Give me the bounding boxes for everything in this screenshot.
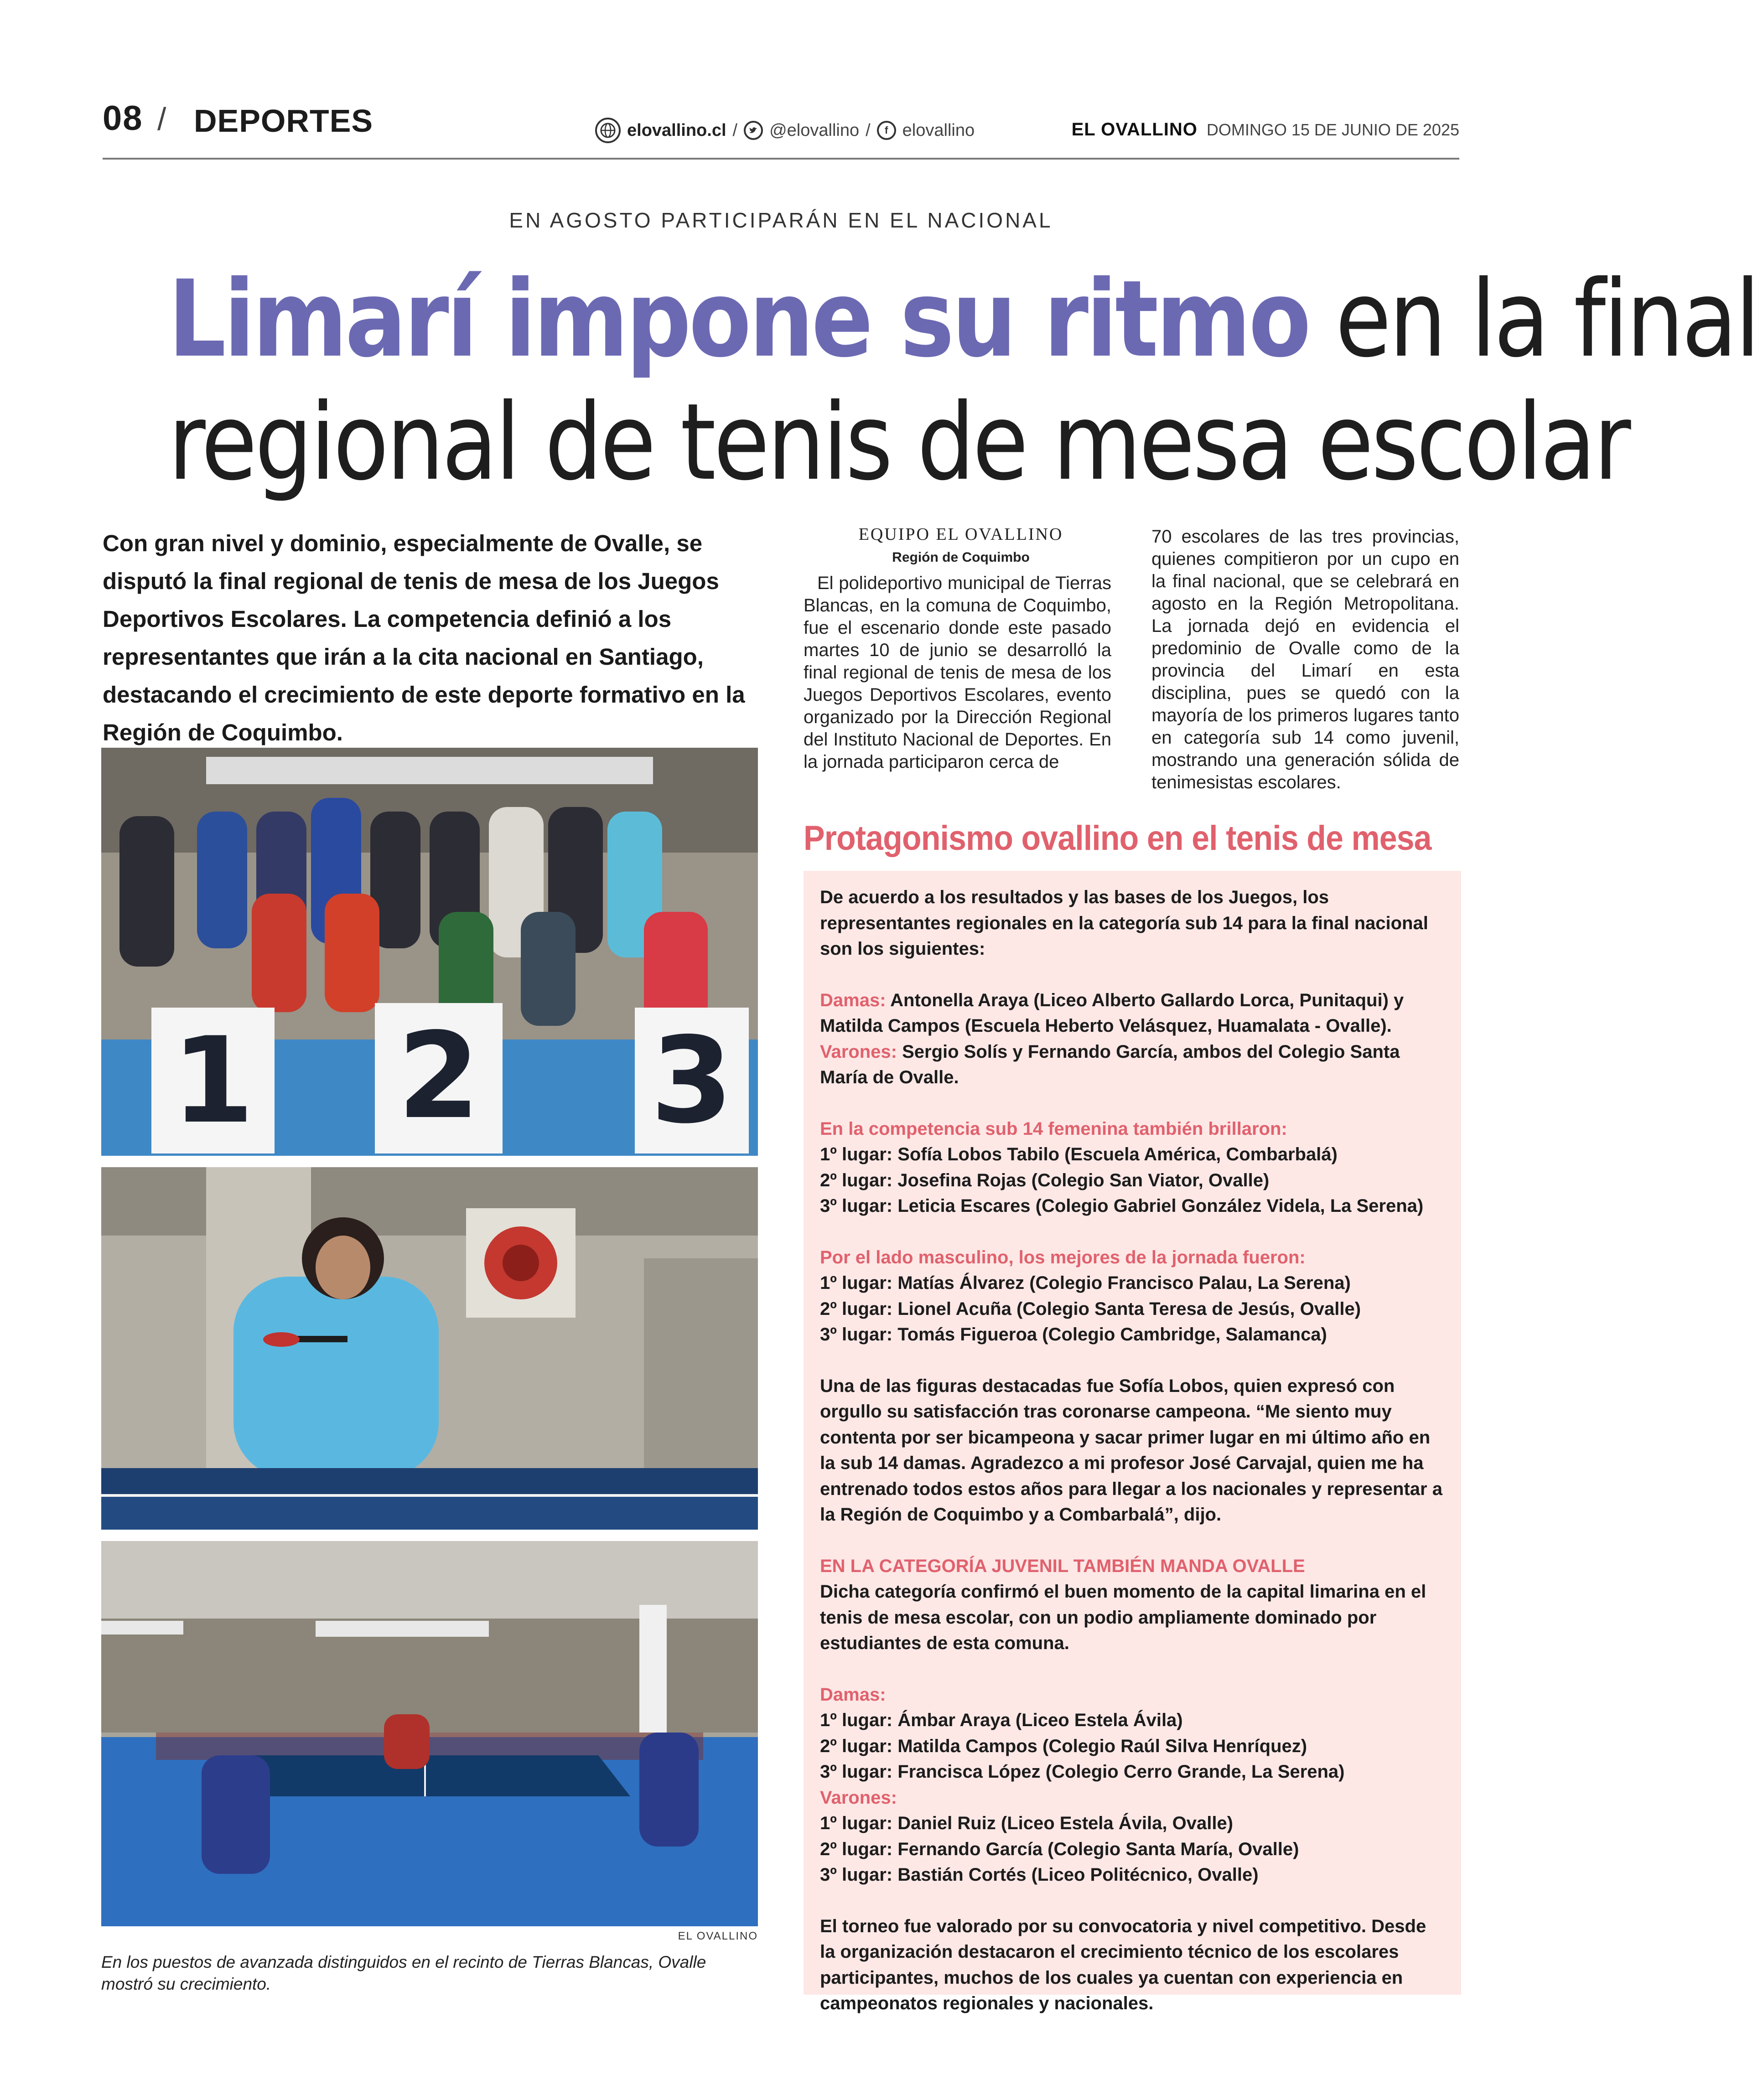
podium-number-3: 3 [650,1012,733,1150]
list-item: 2º lugar: Fernando García (Colegio Santa María, Ovalle) [820,1839,1299,1859]
issue-date: DOMINGO 15 DE JUNIO DE 2025 [1206,120,1459,139]
closing-paragraph: El torneo fue valorado por su convocatoria y nivel competitivo. Desde la organización destacaron el crecimiento técnico de los escolares participantes, muchos de los cuales ya cuentan con experiencia en campeonatos regionales y nacionales. [820,1916,1426,2013]
paper-info [1072,119,1459,140]
fem-heading: En la competencia sub 14 femenina también brillaron: [820,1118,1287,1139]
body-column-2: 70 escolares de las tres provincias, quienes compitieron por un cupo en la final nacional, que se celebrará en agosto en la Región Metropolitana. La jornada dejó en evidencia el predominio de Ovalle como de la provincia del Limarí en esta disciplina, pues se quedó con la mayoría de los primeros lugares tanto en categoría sub 14 como juvenil, mostrando una generación sólida de tenimesistas escolares. [1151,527,1459,792]
list-item: 2º lugar: Lionel Acuña (Colegio Santa Teresa de Jesús, Ovalle) [820,1298,1361,1319]
gym-matches-photo [101,1541,758,1926]
player-serving-photo [101,1167,758,1530]
juv-varones-label: Varones: [820,1787,897,1808]
headline [168,258,1758,504]
varones-label: Varones: [820,1041,897,1062]
list-item: 1º lugar: Ámbar Araya (Liceo Estela Ávila) [820,1710,1183,1730]
damas-line [820,988,1445,1039]
podium-photo [101,748,758,1156]
header-separator: / [157,101,166,137]
list-item: 3º lugar: Francisca López (Colegio Cerro Grande, La Serena) [820,1762,1345,1782]
newspaper-name: EL OVALLINO [1071,119,1198,140]
lead-paragraph: Con gran nivel y dominio, especialmente de Ovalle, se disputó la final regional de tenis de mesa de los Juegos Deportivos Escolares. La competencia definió a los representantes que irán a la cita nacional en Santiago, destacando el crecimiento de este deporte formativo en la Región de Coquimbo. [103,530,745,745]
juvenil-heading: EN LA CATEGORÍA JUVENIL TAMBIÉN MANDA OVALLE [820,1556,1305,1576]
podium-number-2: 1 [171,1012,254,1150]
photo-caption: En los puestos de avanzada distinguidos en el recinto de Tierras Blancas, Ovalle mostró su crecimiento. [101,1953,706,1993]
twitter-icon [744,121,763,140]
masc-heading: Por el lado masculino, los mejores de la jornada fueron: [820,1247,1306,1267]
list-item: 1º lugar: Matías Álvarez (Colegio Francisco Palau, La Serena) [820,1273,1351,1293]
list-item: 1º lugar: Daniel Ruiz (Liceo Estela Ávila, Ovalle) [820,1813,1233,1833]
page-number: 08 [103,99,143,138]
juvenil-text: Dicha categoría confirmó el buen momento de la capital limarina en el tenis de mesa escolar, con un podio ampliamente dominado por estudiantes de esta comuna. [820,1582,1426,1653]
headline-accent: Limarí impone su ritmo [168,258,1309,381]
list-item: 3º lugar: Tomás Figueroa (Colegio Cambridge, Salamanca) [820,1324,1327,1345]
results-box [804,871,1461,2013]
byline: EQUIPO EL OVALLINO [858,525,1063,544]
damas-label: Damas: [820,990,886,1010]
social-separator: / [732,120,738,140]
list-item: 1º lugar: Sofía Lobos Tabilo (Escuela América, Combarbalá) [820,1144,1338,1164]
juv-damas-label: Damas: [820,1684,886,1705]
box-intro: De acuerdo a los resultados y las bases de los Juegos, los representantes regionales en la categoría sub 14 para la final nacional son los siguientes: [820,887,1428,959]
list-item: 3º lugar: Bastián Cortés (Liceo Politécnico, Ovalle) [820,1865,1259,1885]
photo-credit: EL OVALLINO [678,1930,758,1942]
damas-text: Antonella Araya (Liceo Alberto Gallardo Lorca, Punitaqui) y Matilda Campos (Escuela Heberto Velásquez, Huamalata - Ovalle). [820,990,1404,1036]
globe-icon [595,118,621,143]
body-column-1: El polideportivo municipal de Tierras Blancas, en la comuna de Coquimbo, fue el escenario donde este pasado martes 10 de junio se desarrolló la final regional de tenis de mesa de los Juegos Deportivos Escolares, evento organizado por la Dirección Regional del Instituto Nacional de Deportes. En la jornada participaron cerca de [804,573,1111,772]
list-item: 2º lugar: Matilda Campos (Colegio Raúl Silva Henríquez) [820,1736,1307,1756]
website-link[interactable]: elovallino.cl [627,120,726,140]
social-separator: / [866,120,871,140]
byline-region: Región de Coquimbo [892,550,1030,565]
list-item: 3º lugar: Leticia Escares (Colegio Gabriel González Videla, La Serena) [820,1196,1424,1216]
quote-paragraph: Una de las figuras destacadas fue Sofía Lobos, quien expresó con orgullo su satisfacción tras coronarse campeona. “Me siento muy contenta por ser bicampeona y sacar primer lugar en mi último año en la sub 14 damas. Agradezco a mi profesor José Carvajal, quien me ha entrenado todos estos años para llegar a los nacionales y representar a la Región de Coquimbo y a Combarbalá”, dijo. [820,1376,1442,1525]
social-links [595,118,975,143]
section-name: DEPORTES [194,103,373,139]
twitter-handle[interactable]: @elovallino [769,120,860,140]
kicker: EN AGOSTO PARTICIPARÁN EN EL NACIONAL [509,208,1053,232]
headline-line-2: regional de tenis de mesa escolar [168,381,1629,504]
podium-number-1: 2 [397,1008,480,1145]
list-item: 2º lugar: Josefina Rojas (Colegio San Viator, Ovalle) [820,1170,1270,1190]
box-title: Protagonismo ovallino en el tenis de mesa [804,819,1431,858]
varones-text: Sergio Solís y Fernando García, ambos del Colegio Santa María de Ovalle. [820,1041,1400,1087]
varones-line [820,1039,1445,1091]
header-rule [103,158,1459,160]
headline-rest: en la final [1335,258,1758,381]
facebook-handle[interactable]: elovallino [902,120,975,140]
facebook-icon: f [877,121,896,140]
